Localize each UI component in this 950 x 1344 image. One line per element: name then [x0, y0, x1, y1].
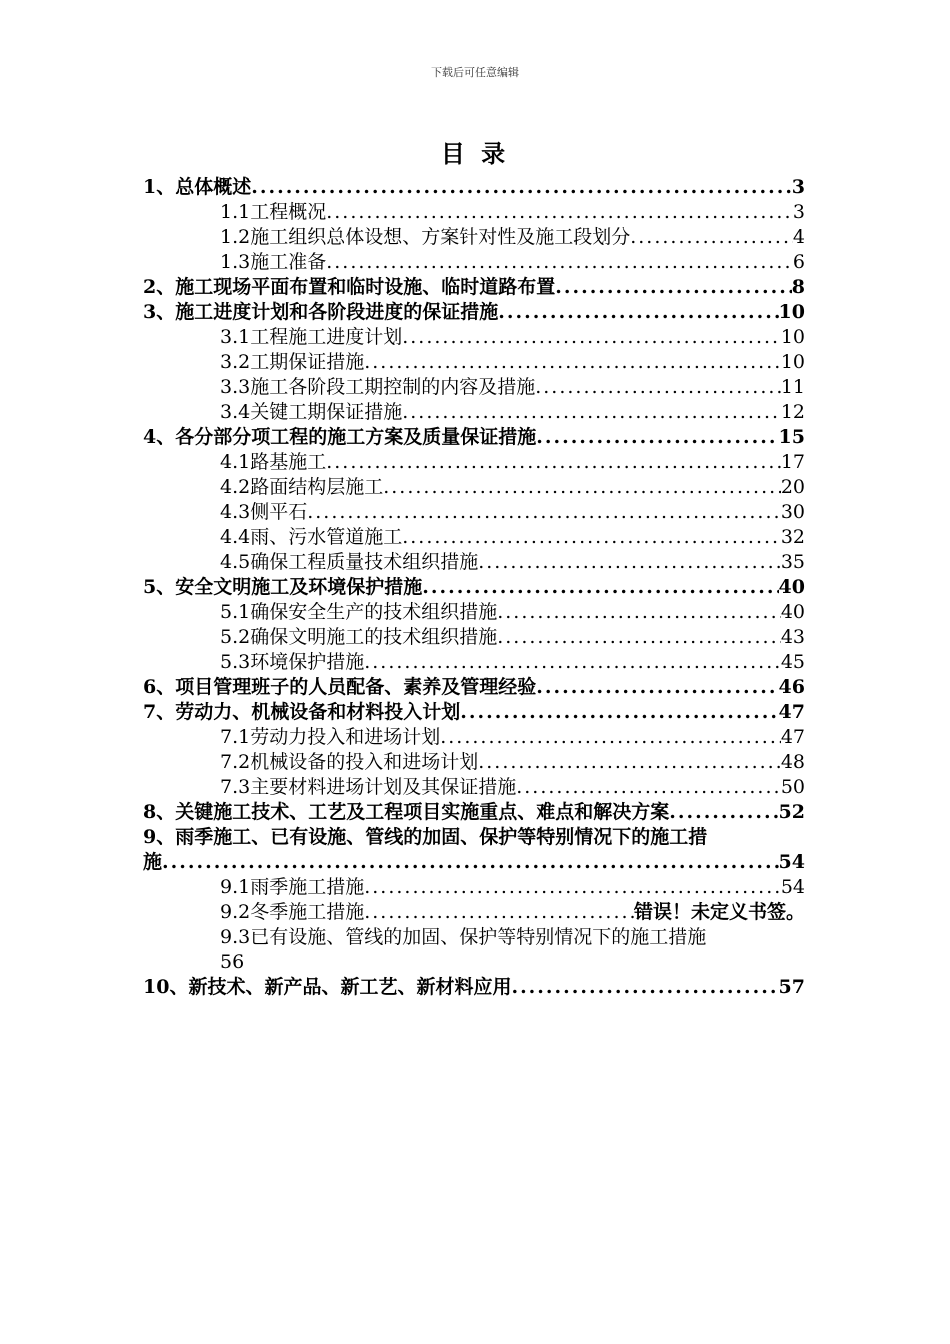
toc-entry-5-3[interactable]: 5.3环境保护措施 ..... 45 [143, 650, 805, 675]
toc-entry-3-1[interactable]: 3.1工程施工进度计划 ..... 10 [143, 325, 805, 350]
toc-title: 目 录 [440, 139, 510, 168]
toc-entry-9[interactable]: 9、雨季施工、已有设施、管线的加固、保护等特别情况下的施工措 [143, 826, 708, 848]
bookmark-error: 错误！未定义书签。 [633, 901, 805, 923]
toc-entry-7-3[interactable]: 7.3主要材料进场计划及其保证措施 ..... 50 [143, 775, 805, 800]
toc-entry-9-3[interactable]: 9.3已有设施、管线的加固、保护等特别情况下的施工措施 [220, 926, 707, 948]
toc-entry-1-3[interactable]: 1.3施工准备 ..... 6 [143, 250, 805, 275]
toc-entry-4[interactable]: 4、各分部分项工程的施工方案及质量保证措施 ..... 15 [143, 425, 805, 450]
toc-entry-4-2[interactable]: 4.2路面结构层施工 ..... 20 [143, 475, 805, 500]
toc-entry-2[interactable]: 2、施工现场平面布置和临时设施、临时道路布置 ..... 8 [143, 275, 805, 300]
toc-entry-1-2[interactable]: 1.2施工组织总体设想、方案针对性及施工段划分 ..... 4 [143, 225, 805, 250]
toc-entry-3-3[interactable]: 3.3施工各阶段工期控制的内容及措施 ..... 11 [143, 375, 805, 400]
toc-entry-5[interactable]: 5、安全文明施工及环境保护措施 ..... 40 [143, 575, 805, 600]
toc-entry-4-1[interactable]: 4.1路基施工 ..... 17 [143, 450, 805, 475]
toc-entry-9-1[interactable]: 9.1雨季施工措施 ..... 54 [143, 875, 805, 900]
toc-entry-1-1[interactable]: 1.1工程概况 ..... 3 [143, 200, 805, 225]
toc-entry-4-5[interactable]: 4.5确保工程质量技术组织措施 ..... 35 [143, 550, 805, 575]
toc-entry-8[interactable]: 8、关键施工技术、工艺及工程项目实施重点、难点和解决方案 ..... 52 [143, 800, 805, 825]
toc-entry-3-2[interactable]: 3.2工期保证措施 ..... 10 [143, 350, 805, 375]
toc-entry-3[interactable]: 3、施工进度计划和各阶段进度的保证措施 ..... 10 [143, 300, 805, 325]
toc-entry-7-2[interactable]: 7.2机械设备的投入和进场计划 ..... 48 [143, 750, 805, 775]
page-header: 下载后可任意编辑 [431, 66, 519, 79]
toc-entry-9-3-page: 56 [220, 951, 245, 973]
toc-entry-4-3[interactable]: 4.3侧平石 ..... 30 [143, 500, 805, 525]
toc-entry-5-1[interactable]: 5.1确保安全生产的技术组织措施 ..... 40 [143, 600, 805, 625]
toc-entry-4-4[interactable]: 4.4雨、污水管道施工 ..... 32 [143, 525, 805, 550]
toc-entry-7[interactable]: 7、劳动力、机械设备和材料投入计划 ..... 47 [143, 700, 805, 725]
toc-entry-1[interactable]: 1、总体概述 ..... 3 [143, 175, 805, 200]
toc-entry-9-2[interactable]: 9.2冬季施工措施 ..... 错误！未定义书签。 [143, 900, 805, 925]
table-of-contents [143, 175, 805, 1000]
toc-entry-7-1[interactable]: 7.1劳动力投入和进场计划 ..... 47 [143, 725, 805, 750]
toc-entry-5-2[interactable]: 5.2确保文明施工的技术组织措施 ..... 43 [143, 625, 805, 650]
toc-entry-10[interactable]: 10、新技术、新产品、新工艺、新材料应用 ..... 57 [143, 975, 805, 1000]
toc-entry-9-continued[interactable]: 施 ..... 54 [143, 850, 805, 875]
toc-entry-3-4[interactable]: 3.4关键工期保证措施 ..... 12 [143, 400, 805, 425]
toc-entry-6[interactable]: 6、项目管理班子的人员配备、素养及管理经验 ..... 46 [143, 675, 805, 700]
